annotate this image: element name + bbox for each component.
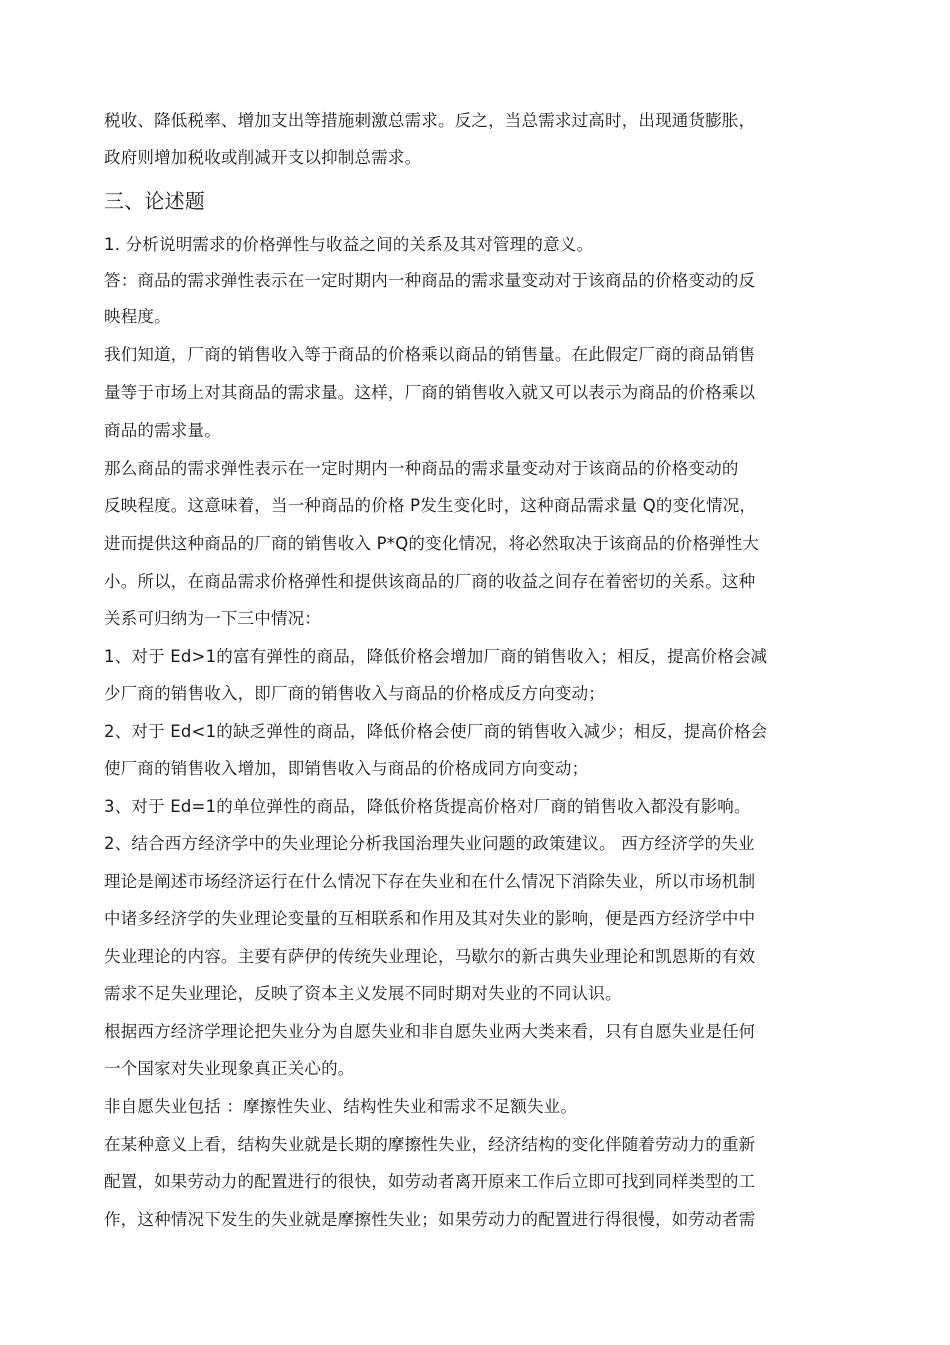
text-line: 商品的需求量。	[104, 421, 221, 440]
text-line: 关系可归纳为一下三中情况：	[104, 609, 322, 628]
text-line: 税收、降低税率、增加支出等措施刺激总需求。反之，当总需求过高时，出现通货膨胀，	[104, 111, 756, 130]
text-line: 少厂商的销售收入，即厂商的销售收入与商品的价格成反方向变动；	[104, 684, 605, 703]
text-line: 作，这种情况下发生的失业就是摩擦性失业；如果劳动力的配置进行得很慢，如劳动者需	[104, 1210, 756, 1229]
text-line: 根据西方经济学理论把失业分为自愿失业和非自愿失业两大类来看，只有自愿失业是任何	[104, 1022, 756, 1041]
text-line: 政府则增加税收或削减开支以抑制总需求。	[104, 148, 422, 167]
text-line: 使厂商的销售收入增加，即销售收入与商品的价格成同方向变动；	[104, 759, 589, 778]
text-line: 映程度。	[104, 307, 171, 326]
text-line: 小。所以，在商品需求价格弹性和提供该商品的厂商的收益之间存在着密切的关系。这种	[104, 572, 756, 591]
text-line: 中诸多经济学的失业理论变量的互相联系和作用及其对失业的影响，便是西方经济学中中	[104, 909, 756, 928]
text-line: 量等于市场上对其商品的需求量。这样，厂商的销售收入就又可以表示为商品的价格乘以	[104, 383, 756, 402]
text-line: 配置，如果劳动力的配置进行的很快，如劳动者离开原来工作后立即可找到同样类型的工	[104, 1172, 756, 1191]
question-title: 2、结合西方经济学中的失业理论分析我国治理失业问题的政策建议。 西方经济学的失业	[104, 834, 755, 853]
section-heading: 三、论述题	[104, 189, 205, 213]
text-line: 反映程度。这意味着，当一种商品的价格 P发生变化时，这种商品需求量 Q的变化情况，	[104, 496, 757, 515]
text-line: 3、对于 Ed=1的单位弹性的商品，降低价格货提高价格对厂商的销售收入都没有影响。	[104, 797, 751, 816]
text-line: 2、对于 Ed<1的缺乏弹性的商品，降低价格会使厂商的销售收入减少；相反，提高价格会	[104, 722, 768, 741]
text-line: 答：商品的需求弹性表示在一定时期内一种商品的需求量变动对于该商品的价格变动的反	[104, 271, 756, 290]
text-line: 一个国家对失业现象真正关心的。	[104, 1059, 355, 1078]
text-line: 1、对于 Ed>1的富有弹性的商品，降低价格会增加厂商的销售收入；相反，提高价格会减	[104, 647, 768, 666]
text-line: 非自愿失业包括 ：摩擦性失业、结构性失业和需求不足额失业。	[104, 1097, 578, 1116]
text-line: 需求不足失业理论，反映了资本主义发展不同时期对失业的不同认识。	[104, 984, 622, 1003]
text-line: 理论是阐述市场经济运行在什么情况下存在失业和在什么情况下消除失业，所以市场机制	[104, 872, 756, 891]
text-line: 我们知道，厂商的销售收入等于商品的价格乘以商品的销售量。在此假定厂商的商品销售	[104, 345, 756, 364]
text-line: 那么商品的需求弹性表示在一定时期内一种商品的需求量变动对于该商品的价格变动的	[104, 459, 739, 478]
text-line: 失业理论的内容。主要有萨伊的传统失业理论，马歇尔的新古典失业理论和凯恩斯的有效	[104, 947, 756, 966]
text-line: 在某种意义上看，结构失业就是长期的摩擦性失业，经济结构的变化伴随着劳动力的重新	[104, 1135, 756, 1154]
text-line: 进而提供这种商品的厂商的销售收入 P*Q的变化情况，将必然取决于该商品的价格弹性大	[104, 534, 760, 553]
question-title: 1. 分析说明需求的价格弹性与收益之间的关系及其对管理的意义。	[104, 235, 594, 254]
